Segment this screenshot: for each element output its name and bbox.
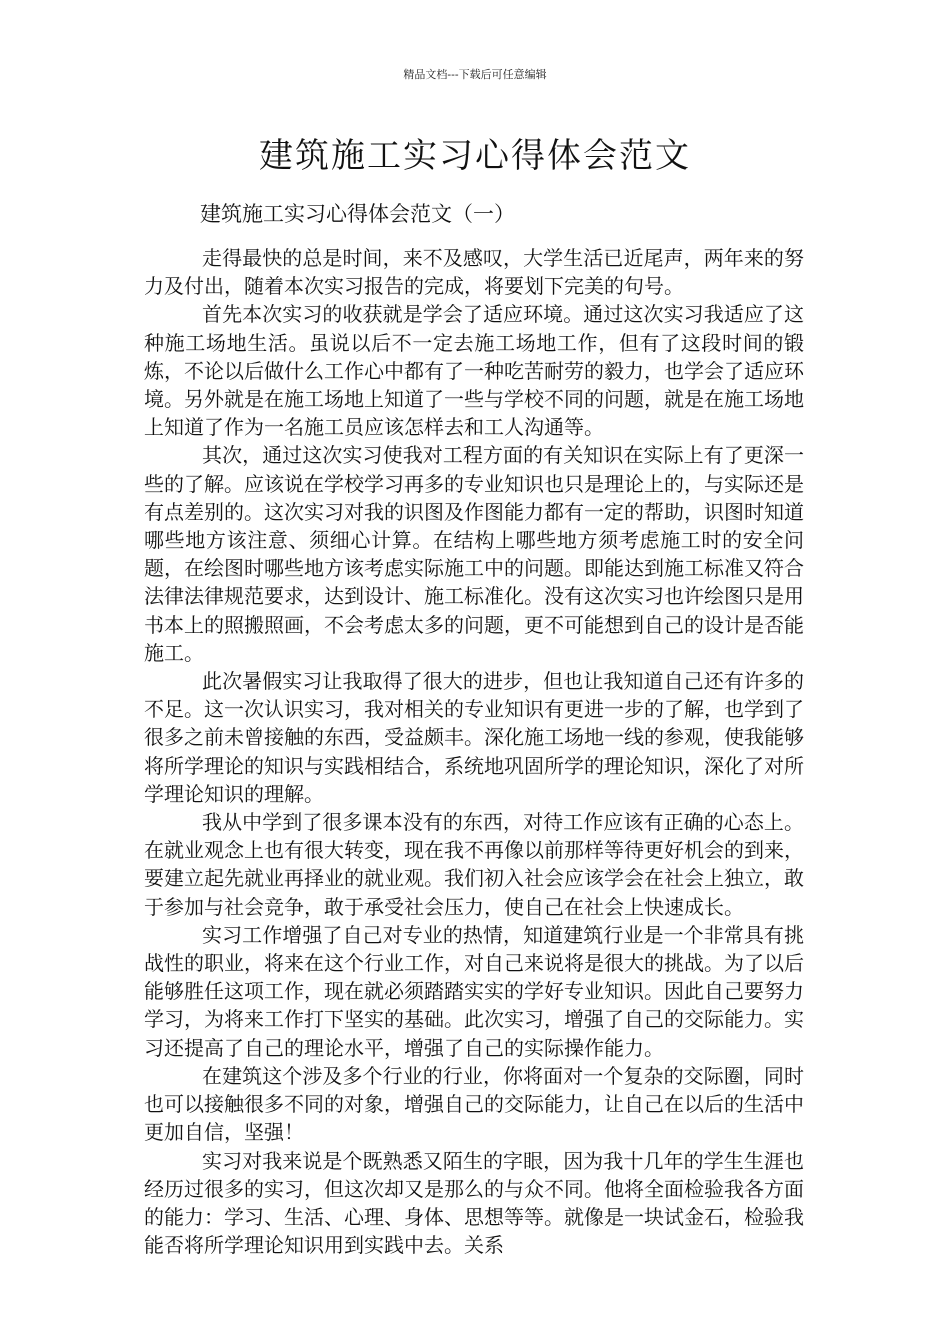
paragraph: 实习工作增强了自己对专业的热情，知道建筑行业是一个非常具有挑战性的职业，将来在这个行业工作，对自己来说将是很大的挑战。为了以后能够胜任这项工作，现在就必须踏踏实实的学好专业知识。因此自己要努力学习，为将来工作打下坚实的基础。此次实习，增强了自己的交际能力。实习还提高了自己的理论水平，增强了自己的实际操作能力。 xyxy=(144,922,804,1060)
body-text xyxy=(144,244,804,1259)
paragraph: 首先本次实习的收获就是学会了适应环境。通过这次实习我适应了这种施工场地生活。虽说以后不一定去施工场地工作，但有了这段时间的锻炼，不论以后做什么工作心中都有了一种吃苦耐劳的毅力，也学会了适应环境。另外就是在施工场地上知道了一些与学校不同的问题，就是在施工场地上知道了作为一名施工员应该怎样去和工人沟通等。 xyxy=(144,302,804,440)
paragraph: 走得最快的总是时间，来不及感叹，大学生活已近尾声，两年来的努力及付出，随着本次实习报告的完成，将要划下完美的句号。 xyxy=(144,246,804,299)
section-subtitle: 建筑施工实习心得体会范文（一） xyxy=(200,202,515,226)
paragraph: 此次暑假实习让我取得了很大的进步，但也让我知道自己还有许多的不足。这一次认识实习，我对相关的专业知识有更进一步的了解，也学到了很多之前未曾接触的东西，受益颇丰。深化施工场地一线的参观，使我能够将所学理论的知识与实践相结合，系统地巩固所学的理论知识，深化了对所学理论知识的理解。 xyxy=(144,669,804,806)
paragraph: 其次，通过这次实习使我对工程方面的有关知识在实际上有了更深一些的了解。应该说在学校学习再多的专业知识也只是理论上的，与实际还是有点差别的。这次实习对我的识图及作图能力都有一定的帮助，识图时知道哪些地方该注意、须细心计算。在结构上哪些地方须考虑施工时的安全问题，在绘图时哪些地方该考虑实际施工中的问题。即能达到施工标准又符合法律法律规范要求，达到设计、施工标准化。没有这次实习也许绘图只是用书本上的照搬照画，不会考虑太多的问题，更不可能想到自己的设计是否能施工。 xyxy=(144,443,804,665)
paragraph: 我从中学到了很多课本没有的东西，对待工作应该有正确的心态上。在就业观念上也有很大转变，现在我不再像以前那样等待更好机会的到来，要建立起先就业再择业的就业观。我们初入社会应该学会在社会上独立，敢于参加与社会竞争，敢于承受社会压力，使自己在社会上快速成长。 xyxy=(144,810,804,919)
page-header-note: 精品文档---下载后可任意编辑 xyxy=(403,68,547,81)
document-title: 建筑施工实习心得体会范文 xyxy=(259,136,691,176)
paragraph: 在建筑这个涉及多个行业的行业，你将面对一个复杂的交际圈，同时也可以接触很多不同的对象，增强自己的交际能力，让自己在以后的生活中更加自信，坚强！ xyxy=(144,1063,804,1145)
paragraph: 实习对我来说是个既熟悉又陌生的字眼，因为我十几年的学生生涯也经历过很多的实习，但这次却又是那么的与众不同。他将全面检验我各方面的能力：学习、生活、心理、身体、思想等等。就像是一块试金石，检验我能否将所学理论知识用到实践中去。关系 xyxy=(144,1148,804,1258)
